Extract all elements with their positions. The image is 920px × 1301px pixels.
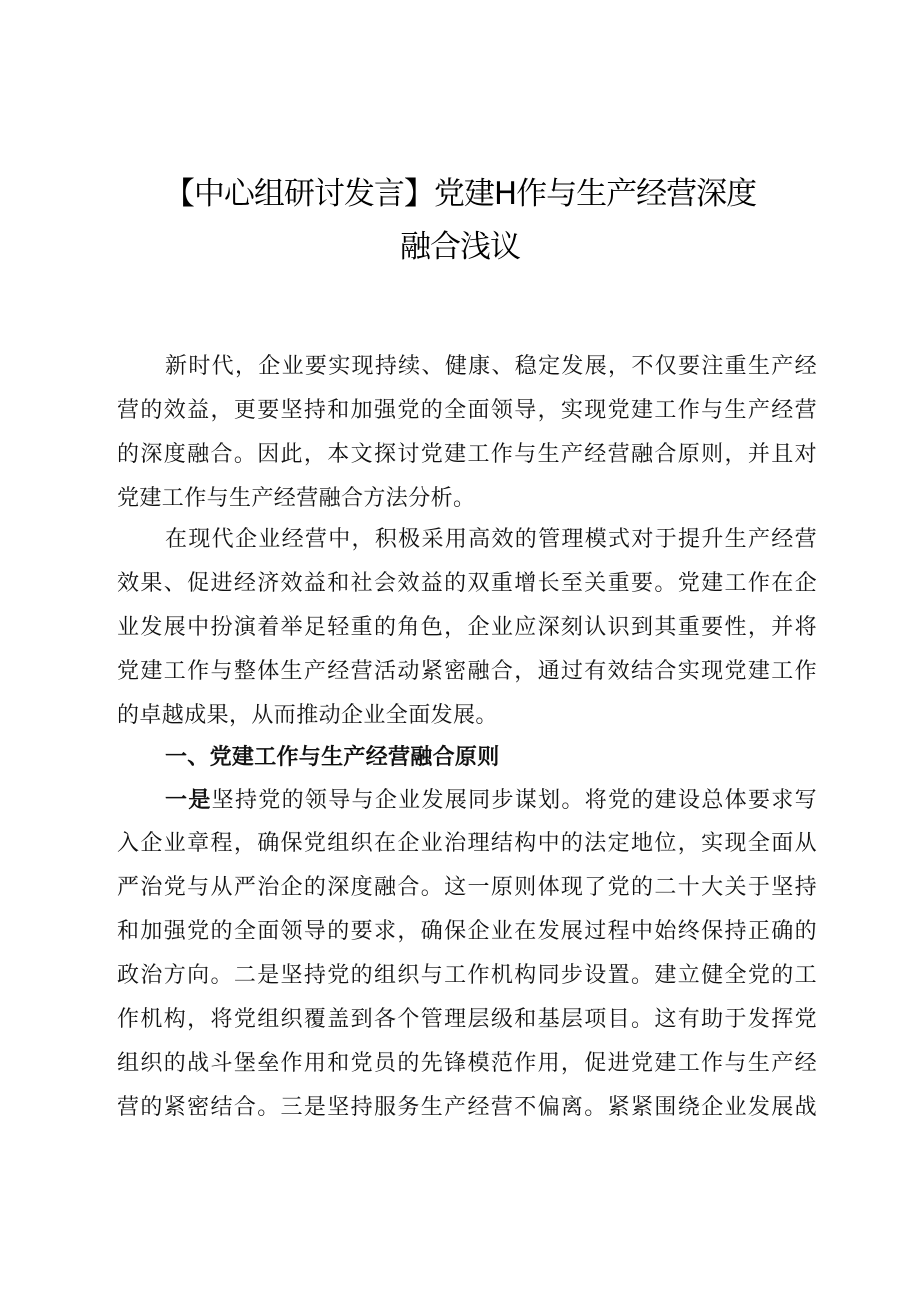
paragraph-3-first-line-text: 坚持党的领导与企业发展同步谋划。将党的建设总体要求写 [211,788,817,813]
paragraph-1 [117,345,817,521]
paragraph-2-line: 的卓越成果，从而推动企业全面发展。 [117,703,498,728]
section-heading: 一、党建工作与生产经营融合原则 [165,744,500,770]
paragraph-3-line: 组织的战斗堡垒作用和党员的先锋模范作用，促进党建工作与生产经 [117,1051,817,1076]
section-heading-block [117,735,817,779]
paragraph-2-line: 效果、促进经济效益和社会效益的双重增长至关重要。党建工作在企 [117,571,817,596]
paragraph-2 [117,518,817,738]
paragraph-2-line: 在现代企业经营中，积极采用高效的管理模式对于提升生产经营 [165,527,817,552]
paragraph-1-line: 新时代，企业要实现持续、健康、稳定发展，不仅要注重生产经 [165,354,817,379]
paragraph-3-line: 入企业章程，确保党组织在企业治理结构中的法定地位，实现全面从 [117,831,817,856]
paragraph-3-line: 和加强党的全面领导的要求，确保企业在发展过程中始终保持正确的 [117,919,817,944]
paragraph-3 [117,778,817,1130]
paragraph-1-line: 营的效益，更要坚持和加强党的全面领导，实现党建工作与生产经营 [117,398,817,423]
paragraph-3-line: 营的紧密结合。三是坚持服务生产经营不偏离。紧紧围绕企业发展战 [117,1095,817,1120]
paragraph-3-line: 作机构，将党组织覆盖到各个管理层级和基层项目。这有助于发挥党 [117,1007,817,1032]
paragraph-3-line: 政治方向。二是坚持党的组织与工作机构同步设置。建立健全党的工 [117,963,817,988]
paragraph-2-line: 业发展中扮演着举足轻重的角色，企业应深刻认识到其重要性，并将 [117,615,817,640]
paragraph-1-line: 的深度融合。因此，本文探讨党建工作与生产经营融合原则，并且对 [117,442,817,467]
paragraph-3-first-line [117,778,817,822]
document-title-line-2: 融合浅议 [400,229,520,265]
paragraph-1-line: 党建工作与生产经营融合方法分析。 [117,486,476,511]
paragraph-2-line: 党建工作与整体生产经营活动紧密融合，通过有效结合实现党建工作 [117,659,817,684]
document-title-line-1: 【中心组研讨发言】党建H作与生产经营深度 [163,176,757,212]
paragraph-3-line: 严治党与从严治企的深度融合。这一原则体现了党的二十大关于坚持 [117,875,817,900]
paragraph-3-lead: 一是 [165,787,212,813]
